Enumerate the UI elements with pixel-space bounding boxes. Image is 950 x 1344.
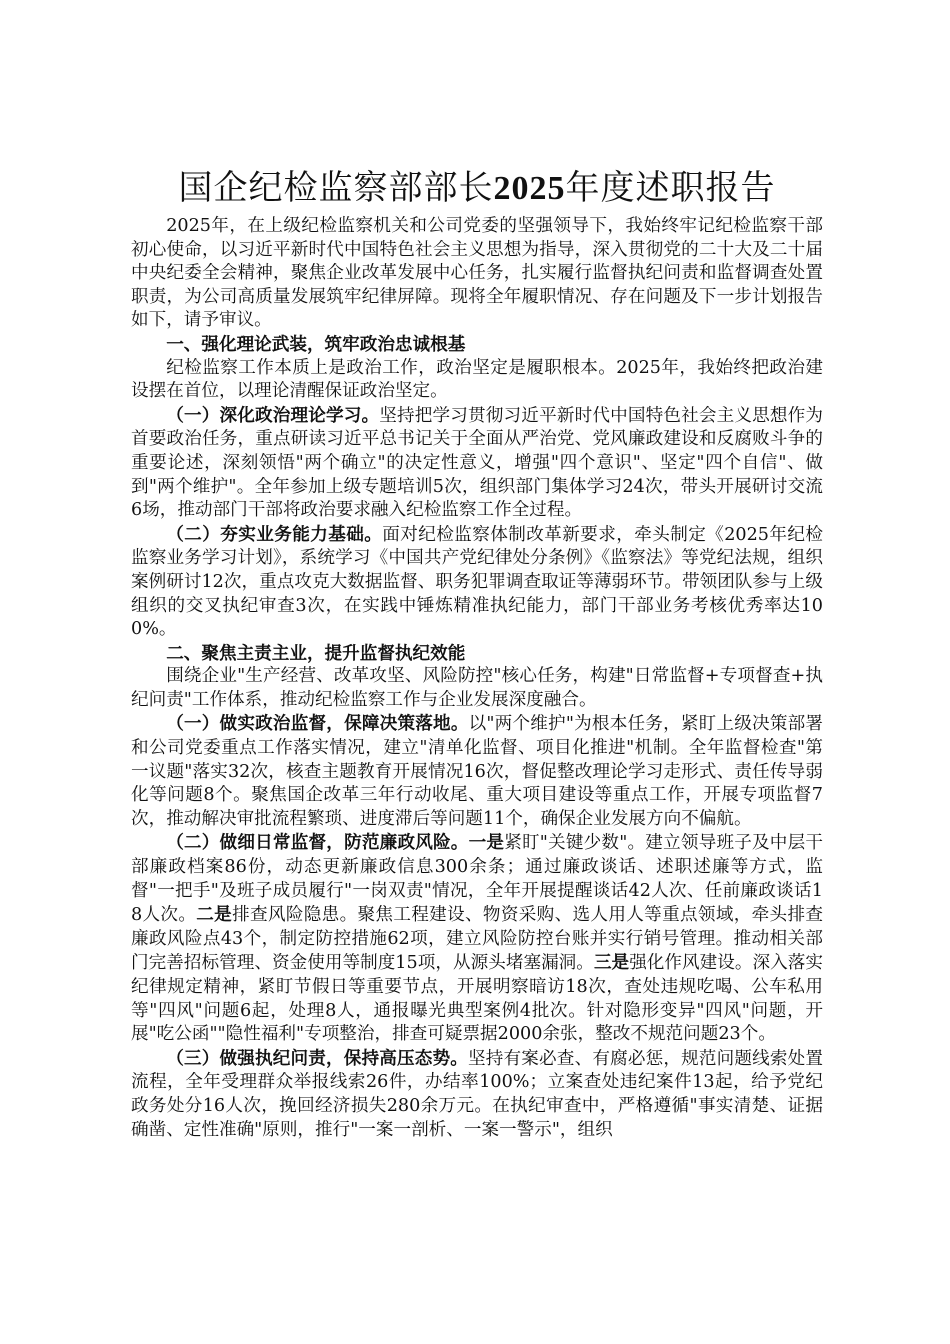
section-1-item-2 [131, 523, 823, 642]
section-2-item-2-point-three-text: 强化作风建设。深入落实纪律规定精神，紧盯节假日等重要节点，开展明察暗访18次，查处违规吃喝、公车私用等"四风"问题6起，处理8人，通报曝光典型案例4批次。针对隐形变异"四风"问题，开展"吃公函""隐性福利"专项整治，排查可疑票据2000余张，整改不规范问题23个。 [131, 953, 823, 1045]
section-1-item-1-text: 坚持把学习贯彻习近平新时代中国特色社会主义思想作为首要政治任务，重点研读习近平总书记关于全面从严治党、党风廉政建设和反腐败斗争的重要论述，深刻领悟"两个确立"的决定性意义，增强"四个意识"、坚定"四个自信"、做到"两个维护"。全年参加上级专题培训5次，组织部门集体学习24次，带头开展研讨交流6场，推动部门干部将政治要求融入纪检监察工作全过程。 [131, 405, 823, 521]
document-title [131, 168, 823, 209]
section-1-item-2-title: （二）夯实业务能力基础。 [166, 523, 383, 545]
section-1-item-2-text: 面对纪检监察体制改革新要求，牵头制定《2025年纪检监察业务学习计划》，系统学习《中国共产党纪律处分条例》《监察法》等党纪法规，组织案例研讨12次，重点攻克大数据监督、职务犯罪调查取证等薄弱环节。带领团队参与上级组织的交叉执纪审查3次，在实践中锤炼精准执纪能力，部门干部业务考核优秀率达100%。 [131, 524, 823, 640]
section-2-item-2-point-one-text: 紧盯"关键少数"。建立领导班子及中层干部廉政档案86份，动态更新廉政信息300余条；通过廉政谈话、述职述廉等方式，监督"一把手"及班子成员履行"一岗双责"情况，全年开展提醒谈话42人次、任前廉政谈话18人次。 [131, 833, 823, 926]
section-1-intro: 纪检监察工作本质上是政治工作，政治坚定是履职根本。2025年，我始终把政治建设摆在首位，以理论清醒保证政治坚定。 [131, 357, 823, 402]
document-page [131, 168, 823, 1142]
section-2-item-1-title: （一）做实政治监督，保障决策落地。 [166, 713, 469, 735]
section-2-item-3-title: （三）做强执纪问责，保持高压态势。 [166, 1047, 469, 1069]
section-2-item-2-point-two-text: 排查风险隐患。聚焦工程建设、物资采购、选人用人等重点领域，牵头排查廉政风险点43个，制定防控措施62项，建立风险防控台账并实行销号管理。推动相关部门完善招标管理、资金使用等制度15项，从源头堵塞漏洞。 [131, 905, 823, 974]
section-1-item-1-title: （一）深化政治理论学习。 [166, 404, 380, 426]
section-2-heading: 二、聚焦主责主业，提升监督执纪效能 [166, 642, 466, 664]
title-suffix: 年度述职报告 [565, 168, 776, 208]
section-2-item-2-point-two-label: 二是 [196, 904, 233, 926]
section-1-item-1 [131, 404, 823, 523]
section-2-item-1 [131, 712, 823, 831]
section-2-item-3 [131, 1047, 823, 1142]
intro-paragraph: 2025年，在上级纪检监察机关和公司党委的坚强领导下，我始终牢记纪检监察干部初心使命，以习近平新时代中国特色社会主义思想为指导，深入贯彻党的二十大及二十届中央纪委全会精神，聚焦企业改革发展中心任务，扎实履行监督执纪问责和监督调查处置职责，为公司高质量发展筑牢纪律屏障。现将全年履职情况、存在问题及下一步计划报告如下，请予审议。 [131, 216, 823, 331]
section-2-intro: 围绕企业"生产经营、改革攻坚、风险防控"核心任务，构建"日常监督+专项督查+执纪问责"工作体系，推动纪检监察工作与企业发展深度融合。 [131, 666, 823, 710]
section-2-item-2-title: （二）做细日常监督，防范廉政风险。 [166, 832, 469, 854]
section-2-item-2-point-three-label: 三是 [593, 952, 630, 974]
section-2-item-2-point-one-label: 一是 [468, 832, 505, 854]
title-year: 2025 [493, 170, 566, 207]
section-2-item-3-text: 坚持有案必查、有腐必惩，规范问题线索处置流程，全年受理群众举报线索26件，办结率100%；立案查处违纪案件13起，给予党纪政务处分16人次，挽回经济损失280余万元。在执纪审查中，严格遵循"事实清楚、证据确凿、定性准确"原则，推行"一案一剖析、一案一警示"，组织 [131, 1048, 823, 1140]
title-prefix: 国企纪检监察部部长 [178, 168, 494, 208]
section-2-item-2 [131, 831, 823, 1046]
section-1-heading: 一、强化理论武装，筑牢政治忠诚根基 [166, 333, 466, 355]
section-2-item-1-text: 以"两个维护"为根本任务，紧盯上级决策部署和公司党委重点工作落实情况，建立"清单化监督、项目化推进"机制。全年监督检查"第一议题"落实32次，核查主题教育开展情况16次，督促整改理论学习走形式、责任传导弱化等问题8个。聚焦国企改革三年行动收尾、重大项目建设等重点工作，开展专项监督7次，推动解决审批流程繁琐、进度滞后等问题11个，确保企业发展方向不偏航。 [131, 714, 824, 829]
